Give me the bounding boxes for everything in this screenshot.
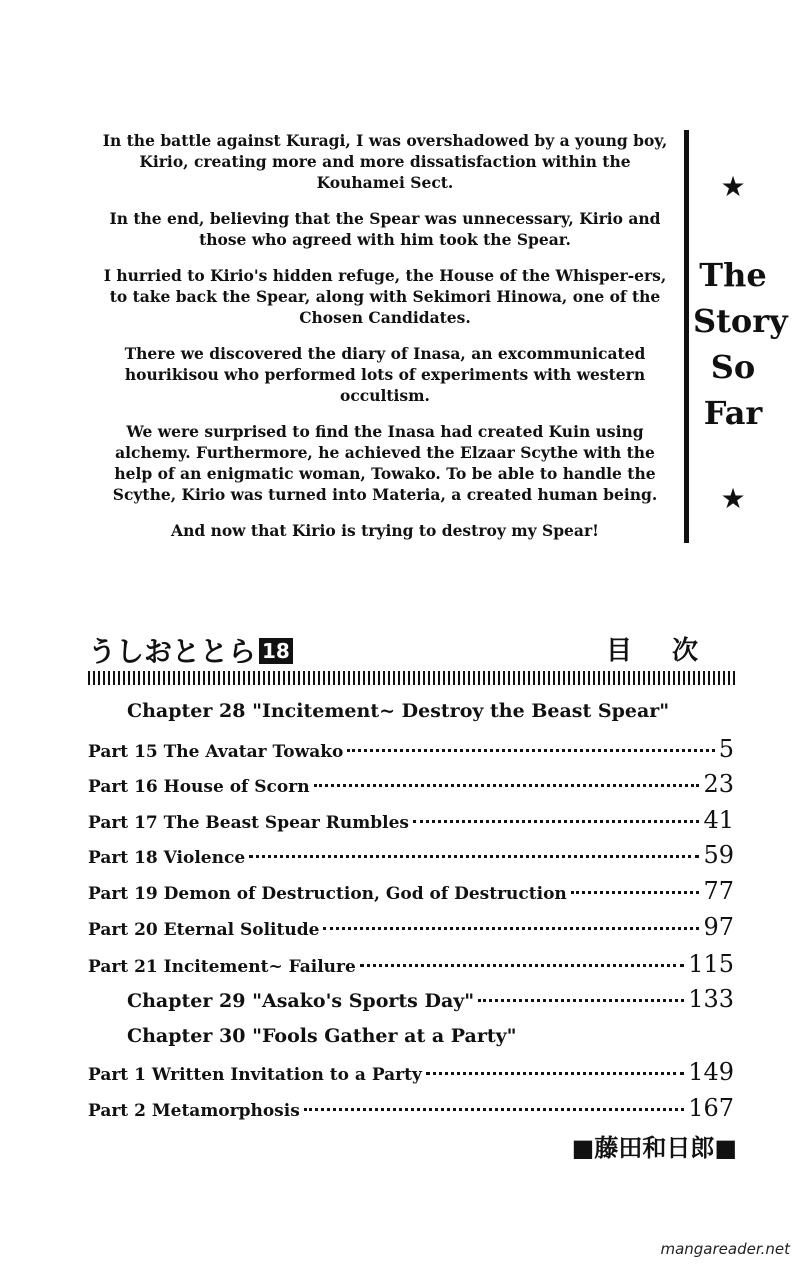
toc-entry-title: Part 2 Metamorphosis <box>88 1101 300 1121</box>
toc-entry <box>88 877 734 903</box>
toc-entry <box>88 950 734 976</box>
toc-entry <box>88 913 734 939</box>
sidebar-word: Story <box>693 302 788 340</box>
dot-leader <box>413 820 699 823</box>
toc-entry-page: 115 <box>688 950 734 978</box>
series-title <box>88 630 293 670</box>
story-so-far-text <box>100 130 670 556</box>
toc-entry <box>88 735 734 761</box>
dot-leader <box>478 999 684 1002</box>
toc-entry-page: 41 <box>703 806 734 834</box>
toc-entry <box>88 806 734 832</box>
toc-entry-title: Part 1 Written Invitation to a Party <box>88 1065 422 1085</box>
toc-entry <box>88 841 734 867</box>
chapter-entry-title: Chapter 29 "Asako's Sports Day" <box>127 990 475 1012</box>
dot-leader <box>323 927 699 930</box>
toc-entry-page: 23 <box>703 770 734 798</box>
dot-leader <box>347 749 714 752</box>
toc-entry-title: Part 17 The Beast Spear Rumbles <box>88 813 410 833</box>
chapter-heading: Chapter 30 "Fools Gather at a Party" <box>127 1025 517 1047</box>
author-name: ■藤田和日郎■ <box>571 1134 737 1162</box>
dot-leader <box>360 964 684 967</box>
dot-leader <box>304 1108 684 1111</box>
toc-entry <box>88 770 734 796</box>
toc-entry-title: Part 21 Incitement~ Failure <box>88 957 356 977</box>
toc-entry-page: 149 <box>688 1058 734 1086</box>
sidebar-word: So <box>710 348 756 386</box>
dot-leader <box>426 1072 684 1075</box>
toc-entry-page: 167 <box>688 1094 734 1122</box>
toc-entry-title: Part 15 The Avatar Towako <box>88 742 344 762</box>
volume-badge: 18 <box>259 638 293 664</box>
sidebar-word: Far <box>703 394 763 432</box>
toc-entry-title: Part 20 Eternal Solitude <box>88 920 320 940</box>
story-paragraph: We were surprised to find the Inasa had created Kuin using alchemy. Furthermore, he achieved the Elzaar Scythe with the help of an enigmatic woman, Towako. To be able to handle the Scythe, Kirio was turned into Materia, a created human being. <box>112 422 658 504</box>
toc-entry-page: 5 <box>718 735 734 763</box>
toc-entry-title: Part 16 House of Scorn <box>88 777 310 797</box>
chapter-heading: Chapter 28 "Incitement~ Destroy the Beast Spear" <box>127 700 670 722</box>
story-paragraph: In the end, believing that the Spear was unnecessary, Kirio and those who agreed with him took the Spear. <box>109 209 661 249</box>
sidebar-divider <box>684 130 689 543</box>
sidebar-word: The <box>699 256 767 294</box>
star-icon: ★ <box>720 482 746 515</box>
story-paragraph: And now that Kirio is trying to destroy my Spear! <box>171 521 599 540</box>
dot-leader <box>314 784 700 787</box>
watermark: mangareader.net <box>660 1240 790 1258</box>
dot-leader <box>249 855 699 858</box>
story-paragraph: There we discovered the diary of Inasa, an excommunicated hourikisou who performed lots of experiments with western occultism. <box>124 344 646 405</box>
toc-entry-page: 77 <box>703 877 734 905</box>
story-so-far-sidebar <box>693 170 788 515</box>
toc-entry-title: Part 19 Demon of Destruction, God of Destruction <box>88 884 567 904</box>
toc-entry <box>88 1058 734 1084</box>
story-paragraph: In the battle against Kuragi, I was overshadowed by a young boy, Kirio, creating more and more dissatisfaction within the Kouhamei Sect. <box>102 131 668 192</box>
dot-leader <box>571 891 700 894</box>
toc-header <box>88 630 738 666</box>
toc-entry <box>88 1094 734 1120</box>
series-title-text: うしおととら <box>88 635 257 668</box>
star-icon: ★ <box>720 170 746 203</box>
toc-entry-page: 97 <box>703 913 734 941</box>
story-paragraph: I hurried to Kirio's hidden refuge, the House of the Whisper-ers, to take back the Spear, along with Sekimori Hinowa, one of the Chosen Candidates. <box>103 266 667 327</box>
chapter-entry <box>127 985 734 1011</box>
chapter-entry-page: 133 <box>688 985 734 1013</box>
toc-entry-title: Part 18 Violence <box>88 848 246 868</box>
toc-entry-page: 59 <box>703 841 734 869</box>
contents-label: 目次 <box>605 636 738 666</box>
tick-rule <box>88 671 738 685</box>
